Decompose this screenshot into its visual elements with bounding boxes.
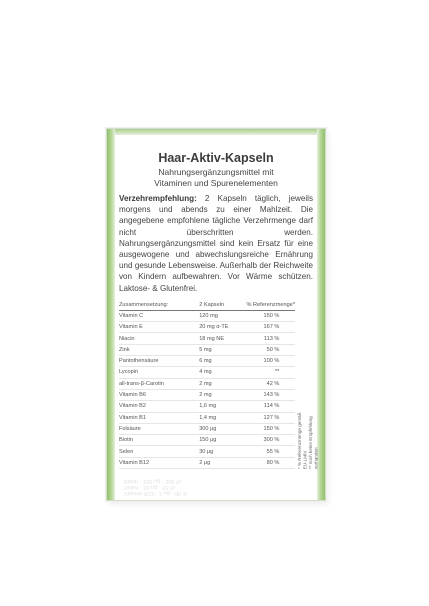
box-left-edge	[107, 129, 115, 500]
row-spacer	[279, 367, 295, 378]
row-pct: 167 %	[242, 322, 280, 333]
row-amount: 30 μg	[199, 446, 241, 457]
row-amount: 2 μg	[199, 457, 241, 468]
row-pct: **	[242, 367, 280, 378]
dosage-label: Verzehrempfehlung:	[119, 194, 197, 203]
row-amount: 300 μg	[199, 423, 241, 434]
row-spacer	[279, 435, 295, 446]
table-row	[119, 378, 295, 389]
table-row	[119, 412, 295, 423]
row-name: Vitamin C	[119, 310, 199, 321]
row-amount: 6 mg	[199, 356, 241, 367]
row-amount: 18 mg NE	[199, 333, 241, 344]
reflection-row-1: Vitamin B12 · 2 μg · 80 %	[124, 490, 188, 496]
reflection-pct: 300 %	[165, 478, 182, 484]
row-name: Vitamin B1	[119, 412, 199, 423]
product-title: Haar-Aktiv-Kapseln	[158, 151, 274, 165]
row-name: Lycopin	[119, 367, 199, 378]
table-row	[119, 446, 295, 457]
row-pct: 50 %	[242, 344, 280, 355]
table-row	[119, 435, 295, 446]
row-spacer	[279, 333, 295, 344]
table-row	[119, 423, 295, 434]
table-row	[119, 310, 295, 321]
row-amount: 150 μg	[199, 435, 241, 446]
row-spacer	[279, 401, 295, 412]
row-amount: 120 mg	[199, 310, 241, 321]
subtitle-line-2: Vitaminen und Spurenelementen	[154, 178, 278, 188]
box-top-edge	[107, 129, 325, 135]
row-pct: 300 %	[242, 435, 280, 446]
header-reference: % Referenzmenge*	[242, 301, 295, 311]
reflection-content	[106, 474, 324, 500]
row-name: Pantothensäure	[119, 356, 199, 367]
row-spacer	[279, 322, 295, 333]
row-spacer	[279, 344, 295, 355]
row-name: Vitamin B12	[119, 457, 199, 468]
reflection-amount: 2 μg	[159, 490, 171, 496]
reflection-name: Vitamin B12	[124, 490, 155, 496]
product-box	[106, 128, 326, 501]
row-amount: 1,6 mg	[199, 401, 241, 412]
row-name: Vitamin B6	[119, 389, 199, 400]
row-pct: 55 %	[242, 446, 280, 457]
table-row	[119, 344, 295, 355]
row-pct: 150 %	[242, 310, 280, 321]
dosage-text: 2 Kapseln täglich, jeweils morgens und abends zu einer Mahlzeit. Die angegebene empfohlene tägliche Verzehrmenge darf nicht überschritten werden. Nahrungsergänzungsmittel sind kein Ersatz für eine ausgewogene und abwechslungsreiche Ernährung und gesunde Lebensweise. Außerhalb der Reichweite von Kindern aufbewahren. Vor Wärme schützen. Laktose- & Glutenfrei.	[119, 194, 313, 293]
row-pct: 100 %	[242, 356, 280, 367]
row-name: Biotin	[119, 435, 199, 446]
nutrition-table	[119, 301, 295, 469]
reflection-name: Biotin	[124, 478, 138, 484]
table-header-row	[119, 301, 295, 311]
row-pct: 143 %	[242, 389, 280, 400]
row-spacer	[279, 310, 295, 321]
table-row	[119, 333, 295, 344]
reflection-row-2: Selen · 30 μg · 55 %	[124, 484, 176, 490]
row-pct: 127 %	[242, 412, 280, 423]
row-name: Zink	[119, 344, 199, 355]
reflection-amount: 150 μg	[142, 478, 161, 484]
table-row	[119, 401, 295, 412]
footnote-no-recommendation: ** noch keine Empfehlung vorhanden	[308, 416, 319, 469]
row-amount: 2 mg	[199, 378, 241, 389]
row-name: Folsäure	[119, 423, 199, 434]
row-pct: 80 %	[242, 457, 280, 468]
reflection-amount: 30 μg	[143, 484, 158, 490]
header-amount: 2 Kapseln	[199, 301, 241, 311]
product-subtitle	[119, 167, 313, 189]
table-row	[119, 322, 295, 333]
row-spacer	[279, 423, 295, 434]
footnote-reference: * % Referenzmenge gemäß EU-LMIV	[297, 412, 308, 469]
table-row	[119, 457, 295, 468]
dosage-paragraph	[119, 193, 313, 294]
row-name: all-trans-β-Carotin	[119, 378, 199, 389]
row-name: Vitamin E	[119, 322, 199, 333]
row-name: Niacin	[119, 333, 199, 344]
reflection-row-3: Biotin · 150 μg · 300 %	[124, 478, 182, 484]
row-spacer	[279, 446, 295, 457]
row-name: Selen	[119, 446, 199, 457]
row-spacer	[279, 389, 295, 400]
row-amount: 5 mg	[199, 344, 241, 355]
row-pct: 113 %	[242, 333, 280, 344]
box-content	[119, 151, 319, 469]
row-pct: 42 %	[242, 378, 280, 389]
nutrition-table-wrap	[119, 301, 319, 469]
table-footnotes	[297, 405, 319, 469]
header-composition: Zusammensetzung:	[119, 301, 199, 311]
row-amount: 2 mg	[199, 389, 241, 400]
row-amount: 20 mg α-TE	[199, 322, 241, 333]
box-reflection	[106, 478, 324, 580]
row-pct: 114 %	[242, 401, 280, 412]
table-row	[119, 356, 295, 367]
reflection-pct: 55 %	[162, 484, 176, 490]
row-spacer	[279, 457, 295, 468]
row-amount: 1,4 mg	[199, 412, 241, 423]
row-spacer	[279, 356, 295, 367]
reflection-pct: 80 %	[175, 490, 188, 496]
row-spacer	[279, 378, 295, 389]
table-row	[119, 367, 295, 378]
table-row	[119, 389, 295, 400]
reflection-fade	[106, 500, 324, 580]
row-name: Vitamin B2	[119, 401, 199, 412]
reflection-name: Selen	[124, 484, 139, 490]
subtitle-line-1: Nahrungsergänzungsmittel mit	[158, 167, 274, 177]
row-pct: 150 %	[242, 423, 280, 434]
row-amount: 4 mg	[199, 367, 241, 378]
row-spacer	[279, 412, 295, 423]
